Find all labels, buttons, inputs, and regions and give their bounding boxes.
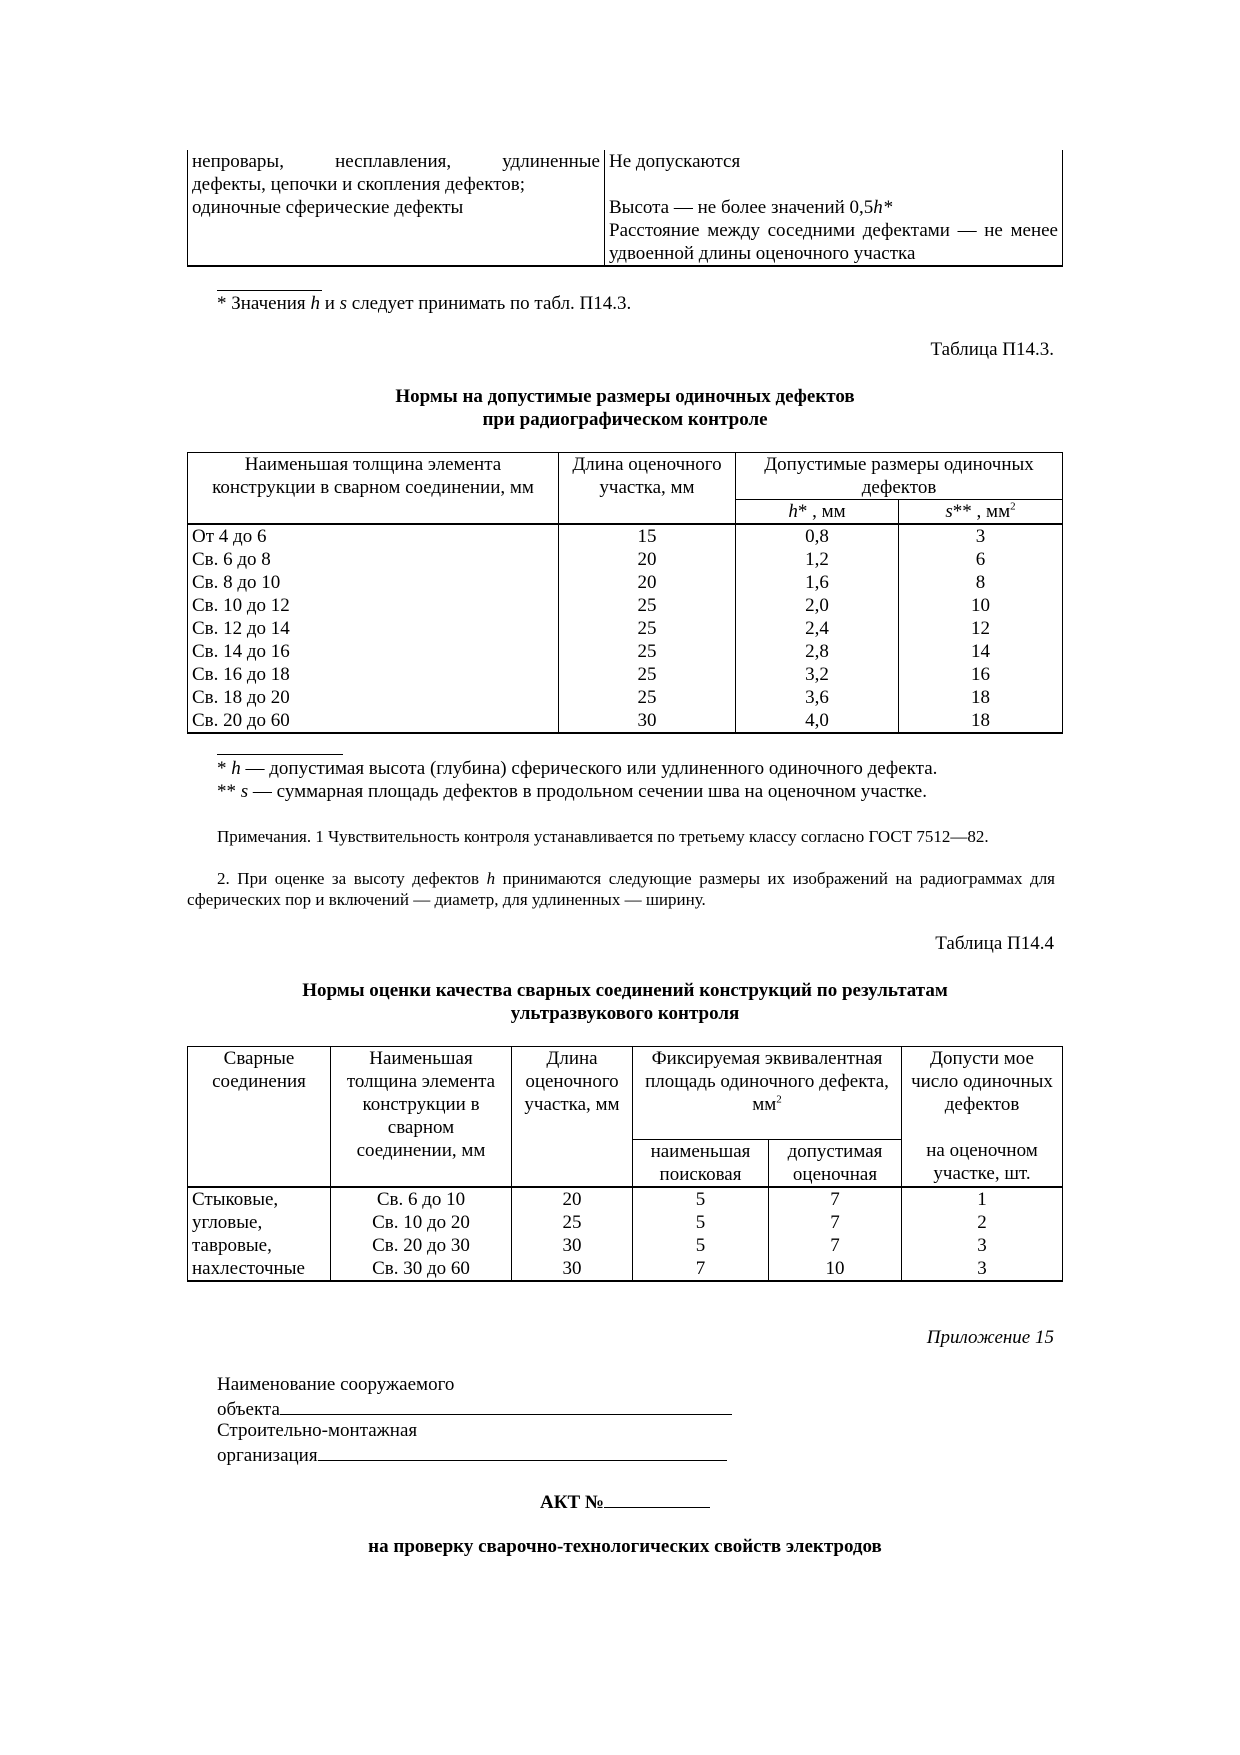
s-cell: 18	[899, 709, 1063, 733]
joint-type-cell: Стыковые,	[188, 1187, 331, 1211]
table-row	[188, 1211, 1063, 1234]
s-cell: 10	[899, 594, 1063, 617]
length-cell: 25	[559, 663, 736, 686]
h-cell: 1,6	[736, 571, 899, 594]
table-row	[188, 548, 1063, 571]
object-name-label: Наименование сооружаемого	[217, 1374, 455, 1395]
header-search: наименьшая поисковая	[633, 1140, 769, 1188]
ultrasonic-norms-table	[187, 1046, 1063, 1282]
defect-types-line1: непровары, несплавления, удлиненные	[192, 151, 600, 172]
appendix-label: Приложение 15	[926, 1327, 1054, 1348]
eval-area-cell: 7	[769, 1211, 902, 1234]
table-row	[188, 617, 1063, 640]
length-cell: 25	[559, 686, 736, 709]
length-cell: 20	[512, 1187, 633, 1211]
thickness-cell: Св. 6 до 8	[188, 548, 559, 571]
object-name-blank	[280, 1396, 732, 1415]
eval-area-cell: 7	[769, 1187, 902, 1211]
continuation-table	[187, 150, 1063, 267]
table-p14-4-label: Таблица П14.4	[935, 933, 1054, 954]
header-allowed-sizes: Допустимые размеры одиночных дефектов	[736, 453, 1063, 500]
search-area-cell: 5	[633, 1187, 769, 1211]
thickness-cell: От 4 до 6	[188, 524, 559, 548]
thickness-cell: Св. 12 до 14	[188, 617, 559, 640]
distance-norm: Расстояние между соседними дефектами — не менее удвоенной длины оценочного участка	[609, 220, 1058, 264]
length-cell: 20	[559, 571, 736, 594]
not-allowed-text: Не допускаются	[609, 151, 741, 172]
s-cell: 8	[899, 571, 1063, 594]
height-norm: Высота — не более значений 0,5h*	[609, 197, 893, 218]
thickness-cell: Св. 30 до 60	[331, 1257, 512, 1281]
h-cell: 4,0	[736, 709, 899, 733]
thickness-cell: Св. 10 до 20	[331, 1211, 512, 1234]
act-title: АКТ №	[187, 1489, 1063, 1514]
table-row	[188, 524, 1063, 548]
length-cell: 25	[512, 1211, 633, 1234]
object-name-field: объекта	[217, 1396, 732, 1421]
table-row	[188, 663, 1063, 686]
header-joints: Сварные соединения	[188, 1047, 331, 1188]
length-cell: 20	[559, 548, 736, 571]
table-p14-3-label: Таблица П14.3.	[930, 339, 1054, 360]
joint-type-cell: нахлесточные	[188, 1257, 331, 1281]
thickness-cell: Св. 20 до 30	[331, 1234, 512, 1257]
footnote-separator-2	[217, 754, 343, 755]
s-cell: 14	[899, 640, 1063, 663]
footnote-values: * Значения h и s следует принимать по табл. П14.3.	[217, 293, 632, 314]
note-1: Примечания. 1 Чувствительность контроля устанавливается по третьему классу согласно ГОСТ 7512—82.	[217, 827, 989, 846]
h-cell: 3,6	[736, 686, 899, 709]
footnote-h: * h — допустимая высота (глубина) сферического или удлиненного одиночного дефекта.	[217, 758, 938, 779]
table-row	[188, 594, 1063, 617]
table-row	[188, 1187, 1063, 1211]
s-cell: 3	[899, 524, 1063, 548]
count-cell: 1	[902, 1187, 1063, 1211]
s-cell: 16	[899, 663, 1063, 686]
spherical-norms-cell	[605, 196, 1063, 266]
header-allowed-count: Допусти мое число одиночных дефектов на оценочном участке, шт.	[902, 1047, 1063, 1188]
thickness-cell: Св. 8 до 10	[188, 571, 559, 594]
count-cell: 3	[902, 1234, 1063, 1257]
header-h: h* , мм	[736, 500, 899, 525]
table-row	[188, 571, 1063, 594]
footnote-s: ** s — суммарная площадь дефектов в продольном сечении шва на оценочном участке.	[217, 781, 927, 802]
length-cell: 15	[559, 524, 736, 548]
not-allowed-cell	[605, 150, 1063, 196]
ultrasonic-norms-body	[188, 1187, 1063, 1281]
h-cell: 1,2	[736, 548, 899, 571]
h-cell: 0,8	[736, 524, 899, 548]
joint-type-cell: угловые,	[188, 1211, 331, 1234]
table-p14-4-title: Нормы оценки качества сварных соединений конструкций по результатам ультразвукового контроля	[302, 980, 948, 1024]
note-2: 2. При оценке за высоту дефектов h принимаются следующие размеры их изображений на радиограммах для сферических пор и включений — диаметр, для удлиненных — ширину.	[187, 869, 1056, 909]
s-cell: 6	[899, 548, 1063, 571]
h-cell: 3,2	[736, 663, 899, 686]
table-row	[188, 686, 1063, 709]
search-area-cell: 5	[633, 1211, 769, 1234]
organization-field: организация	[217, 1442, 727, 1467]
s-cell: 12	[899, 617, 1063, 640]
header-equiv-area: Фиксируемая эквивалентная площадь одиночного дефекта, $мм^2$	[633, 1047, 902, 1140]
table-row	[188, 1234, 1063, 1257]
joint-type-cell: тавровые,	[188, 1234, 331, 1257]
header-evaluation: допустимая оценочная	[769, 1140, 902, 1188]
length-cell: 30	[559, 709, 736, 733]
radiographic-norms-table	[187, 452, 1063, 734]
table-row	[188, 640, 1063, 663]
act-subtitle: на проверку сварочно-технологических свойств электродов	[368, 1536, 882, 1557]
search-area-cell: 5	[633, 1234, 769, 1257]
length-cell: 25	[559, 594, 736, 617]
length-cell: 25	[559, 640, 736, 663]
table-row	[188, 1257, 1063, 1281]
header-min-thickness: Наименьшая толщина элемента конструкции в сварном соединении, мм	[331, 1047, 512, 1188]
s-cell: 18	[899, 686, 1063, 709]
thickness-cell: Св. 16 до 18	[188, 663, 559, 686]
defect-types-cell	[188, 150, 605, 196]
footnote-separator	[217, 290, 322, 291]
organization-label: Строительно-монтажная	[217, 1420, 418, 1441]
h-cell: 2,4	[736, 617, 899, 640]
length-cell: 30	[512, 1257, 633, 1281]
table-row	[188, 709, 1063, 733]
h-cell: 2,0	[736, 594, 899, 617]
table-p14-3-title: Нормы на допустимые размеры одиночных дефектов при радиографическом контроле	[395, 386, 855, 430]
length-cell: 25	[559, 617, 736, 640]
count-cell: 2	[902, 1211, 1063, 1234]
radiographic-norms-body	[188, 524, 1063, 733]
thickness-cell: Св. 6 до 10	[331, 1187, 512, 1211]
header-s: s** , $мм^2$	[899, 500, 1063, 525]
act-number-blank	[604, 1489, 710, 1508]
thickness-cell: Св. 20 до 60	[188, 709, 559, 733]
spherical-defects-text: одиночные сферические дефекты	[192, 197, 464, 218]
eval-area-cell: 10	[769, 1257, 902, 1281]
header-thickness: Наименьшая толщина элемента конструкции в сварном соединении, мм	[188, 453, 559, 525]
thickness-cell: Св. 18 до 20	[188, 686, 559, 709]
header-length: Длина оценочного участка, мм	[559, 453, 736, 525]
thickness-cell: Св. 14 до 16	[188, 640, 559, 663]
header-eval-length: Длина оценочного участка, мм	[512, 1047, 633, 1188]
length-cell: 30	[512, 1234, 633, 1257]
thickness-cell: Св. 10 до 12	[188, 594, 559, 617]
defect-types-line2: дефекты, цепочки и скопления дефектов;	[192, 174, 525, 195]
organization-blank	[318, 1442, 727, 1461]
search-area-cell: 7	[633, 1257, 769, 1281]
count-cell: 3	[902, 1257, 1063, 1281]
spherical-defects-cell	[188, 196, 605, 266]
h-cell: 2,8	[736, 640, 899, 663]
eval-area-cell: 7	[769, 1234, 902, 1257]
